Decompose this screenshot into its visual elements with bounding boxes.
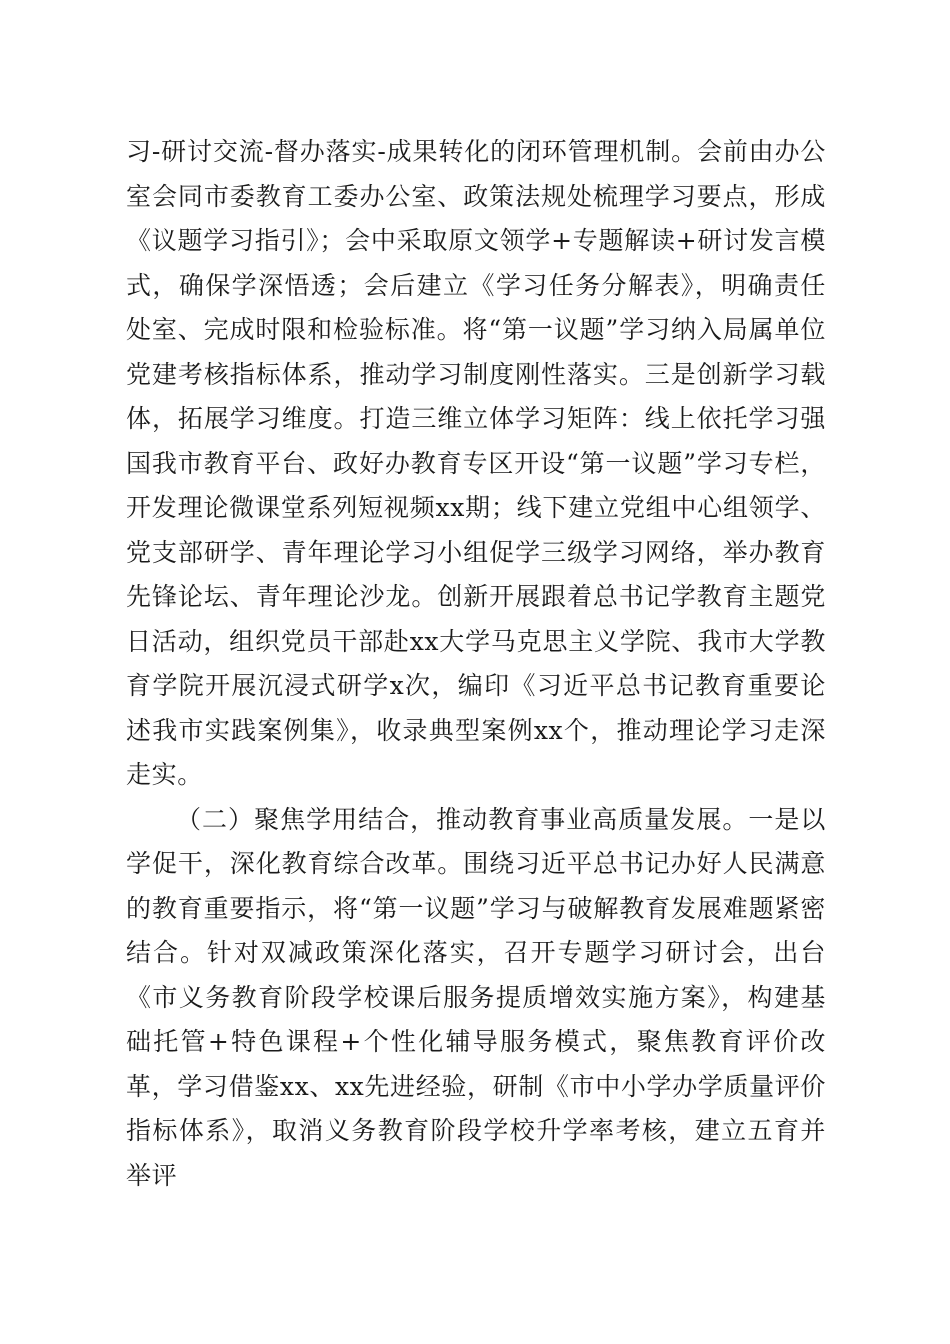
paragraph-section-two — [126, 798, 826, 1199]
section-two-body: 一是以学促干，深化教育综合改革。围绕习近平总书记办好人民满意的教育重要指示，将“第一议题”学习与破解教育发展难题紧密结合。针对双减政策深化落实，召开专题学习研讨会，出台《市义务教育阶段学校课后服务提质增效实施方案》，构建基础托管+特色课程+个性化辅导服务模式，聚焦教育评价改革，学习借鉴xx、xx先进经验，研制《市中小学办学质量评价指标体系》，取消义务教育阶段学校升学率考核，建立五育并举评 — [126, 804, 826, 1190]
document-body — [126, 130, 826, 1198]
section-two-heading: （二）聚焦学用结合，推动教育事业高质量发展。 — [176, 804, 749, 834]
paragraph-continued: 习-研讨交流-督办落实-成果转化的闭环管理机制。会前由办公室会同市委教育工委办公室、政策法规处梳理学习要点，形成《议题学习指引》；会中采取原文领学+专题解读+研讨发言模式，确保学深悟透；会后建立《学习任务分解表》，明确责任处室、完成时限和检验标准。将“第一议题”学习纳入局属单位党建考核指标体系，推动学习制度刚性落实。三是创新学习载体，拓展学习维度。打造三维立体学习矩阵：线上依托学习强国我市教育平台、政好办教育专区开设“第一议题”学习专栏，开发理论微课堂系列短视频xx期；线下建立党组中心组领学、党支部研学、青年理论学习小组促学三级学习网络，举办教育先锋论坛、青年理论沙龙。创新开展跟着总书记学教育主题党日活动，组织党员干部赴xx大学马克思主义学院、我市大学教育学院开展沉浸式研学x次，编印《习近平总书记教育重要论述我市实践案例集》，收录典型案例xx个，推动理论学习走深走实。 — [126, 137, 826, 789]
